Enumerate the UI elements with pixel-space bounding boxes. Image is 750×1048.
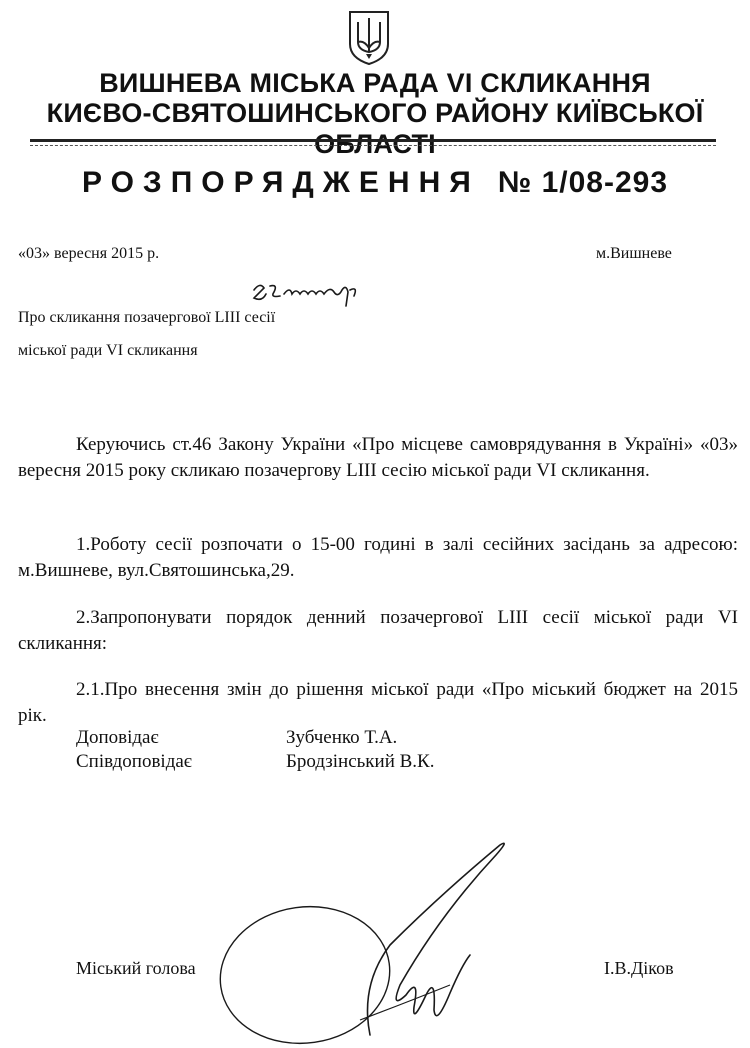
- decree-date: «03» вересня 2015 р.: [18, 245, 160, 262]
- subject-line-2: міської ради VI скликання: [18, 342, 198, 359]
- rapporteur-label: Доповідає: [76, 727, 159, 748]
- handwritten-session-note: [250, 280, 370, 310]
- body-paragraph-4: 2.1.Про внесення змін до рішення міської ради «Про міський бюджет на 2015 рік.: [18, 679, 738, 726]
- signatory-title: Міський голова: [76, 958, 196, 978]
- trident-emblem-icon: [344, 8, 394, 66]
- co-rapporteur-label: Співдоповідає: [76, 751, 192, 772]
- co-rapporteur-name: Бродзінський В.К.: [286, 751, 435, 772]
- signatory-name: І.В.Діков: [604, 958, 674, 978]
- signature-scribble: [200, 835, 530, 1048]
- body-paragraph-2: 1.Роботу сесії розпочати о 15-00 годині в залі сесійних засідань за адресою: м.Вишневе, вул.Святошинська,29.: [18, 534, 738, 581]
- decree-number: № 1/08-293: [497, 166, 669, 199]
- subject-line-1: Про скликання позачергової LIII сесії: [18, 309, 276, 326]
- body-paragraph-3: 2.Запропонувати порядок денний позачергової LIII сесії міської ради VI скликання:: [18, 607, 738, 654]
- decree-heading: [0, 166, 750, 200]
- body-paragraph-1: Керуючись ст.46 Закону України «Про місцеве самоврядування в Україні» «03» вересня 2015 року скликаю позачергову LIII сесію міської ради VI скликання.: [18, 434, 738, 481]
- council-district: КИЄВО-СВЯТОШИНСЬКОГО РАЙОНУ КИЇВСЬКОЇ ОБЛАСТІ: [46, 98, 704, 159]
- decree-title: РОЗПОРЯДЖЕННЯ: [81, 166, 480, 199]
- header-divider-dashed: [30, 145, 716, 146]
- header-divider: [30, 139, 716, 142]
- council-name: ВИШНЕВА МІСЬКА РАДА VI СКЛИКАННЯ: [99, 68, 651, 98]
- rapporteur-name: Зубченко Т.А.: [286, 727, 398, 748]
- decree-place: м.Вишневе: [596, 245, 672, 262]
